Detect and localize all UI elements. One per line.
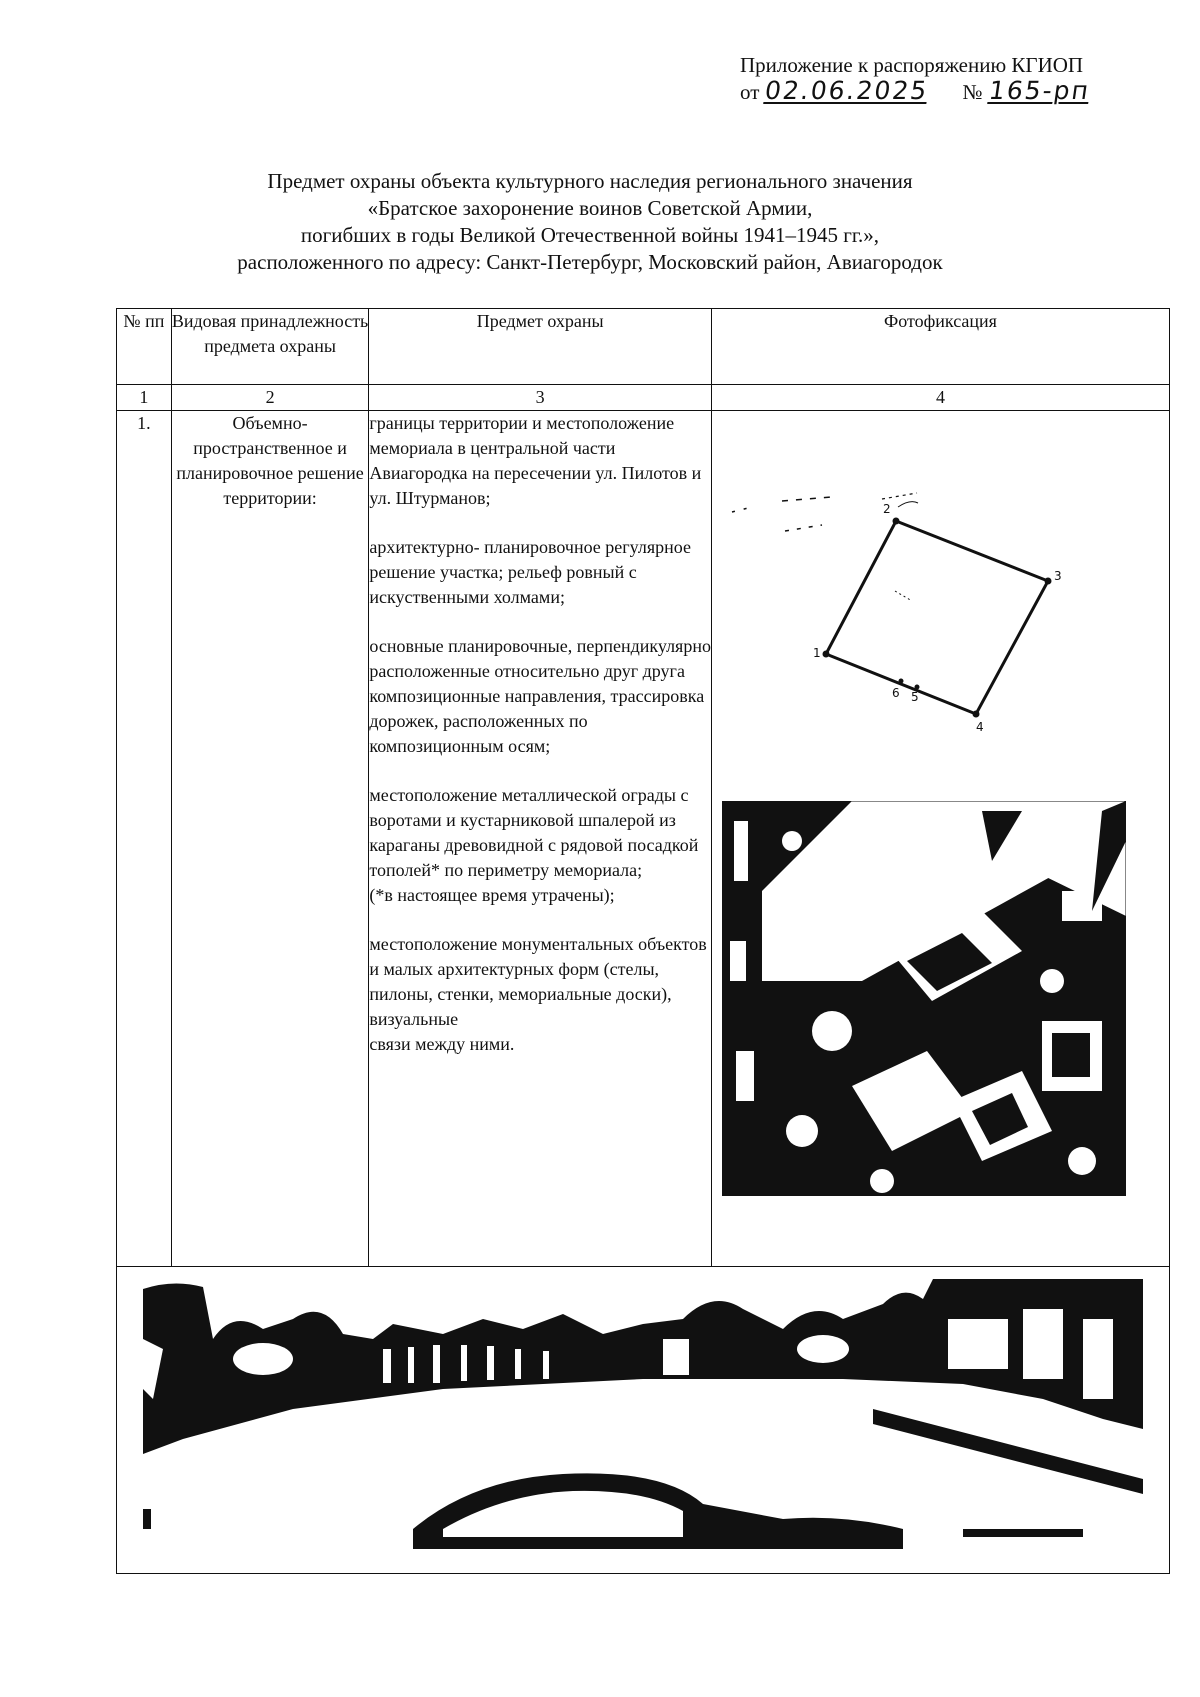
header-num: № пп xyxy=(117,309,172,385)
subject-paragraph: местоположение монументальных объектов и малых архитектурных форм (стелы, пилоны, стенки, мемориальные доски), визуальные связи между ними. xyxy=(369,934,707,1054)
scheme-point-label: 2 xyxy=(882,502,891,516)
order-number: 165-рп xyxy=(986,76,1092,105)
panorama-cell xyxy=(117,1267,1170,1574)
document-title xyxy=(160,168,1020,276)
subject-paragraph: границы территории и местоположение мемориала в центральной части Авиагородка на пересечении ул. Пилотов и ул. Штурманов; xyxy=(369,413,702,508)
scheme-point-label: 5 xyxy=(910,690,919,704)
from-label: от xyxy=(740,80,760,104)
order-date: 02.06.2025 xyxy=(763,76,931,105)
aerial-photo xyxy=(722,801,1126,1196)
title-line-3: погибших в годы Великой Отечественной войны 1941–1945 гг.», xyxy=(300,223,880,247)
scheme-point-label: 6 xyxy=(891,686,900,700)
appendix-line: Приложение к распоряжению КГИОП xyxy=(740,53,1084,77)
header-type: Видовая принадлежность предмета охраны xyxy=(171,309,369,385)
memorial-panorama-photo xyxy=(143,1279,1143,1559)
col-number-1: 1 xyxy=(117,385,172,411)
document-header xyxy=(740,52,1160,105)
header-subject: Предмет охраны xyxy=(369,309,712,385)
row-number: 1. xyxy=(117,411,172,1267)
site-boundary-polygon xyxy=(826,521,1048,714)
scheme-point-label: 1 xyxy=(812,646,821,660)
scheme-point-label: 4 xyxy=(975,720,984,734)
title-line-2: «Братское захоронение воинов Советской Армии, xyxy=(367,196,813,220)
subject-paragraph: архитектурно- планировочное регулярное решение участка; рельеф ровный с искуственными холмами; xyxy=(369,537,691,607)
col-number-3: 3 xyxy=(369,385,712,411)
panorama-row xyxy=(117,1267,1170,1574)
header-photo: Фотофиксация xyxy=(711,309,1169,385)
number-label: № xyxy=(962,80,983,104)
order-reference xyxy=(740,78,1160,105)
subject-paragraph: местоположение металлической ограды с воротами и кустарниковой шпалерой из караганы древовидной с рядовой посадкой тополей* по периметру мемориала; (*в настоящее время утрачены); xyxy=(369,785,699,905)
title-line-4: расположенного по адресу: Санкт-Петербург, Московский район, Авиагородок xyxy=(237,250,943,274)
scheme-point-label: 3 xyxy=(1053,569,1062,583)
boundary-scheme-drawing xyxy=(712,411,1169,801)
protection-table xyxy=(116,308,1170,1574)
row-type: Объемно-пространственное и планировочное решение территории: xyxy=(171,411,369,1267)
col-number-2: 2 xyxy=(171,385,369,411)
table-row xyxy=(117,411,1170,1267)
subject-paragraph: основные планировочные, перпендикулярно расположенные относительно друг друга композиционные направления, трассировка дорожек, расположенных по композиционным осям; xyxy=(369,636,711,756)
row-photos xyxy=(711,411,1169,1267)
table-header-row xyxy=(117,309,1170,385)
col-number-4: 4 xyxy=(711,385,1169,411)
title-line-1: Предмет охраны объекта культурного наследия регионального значения xyxy=(267,169,913,193)
row-subject xyxy=(369,411,712,1267)
column-number-row xyxy=(117,385,1170,411)
